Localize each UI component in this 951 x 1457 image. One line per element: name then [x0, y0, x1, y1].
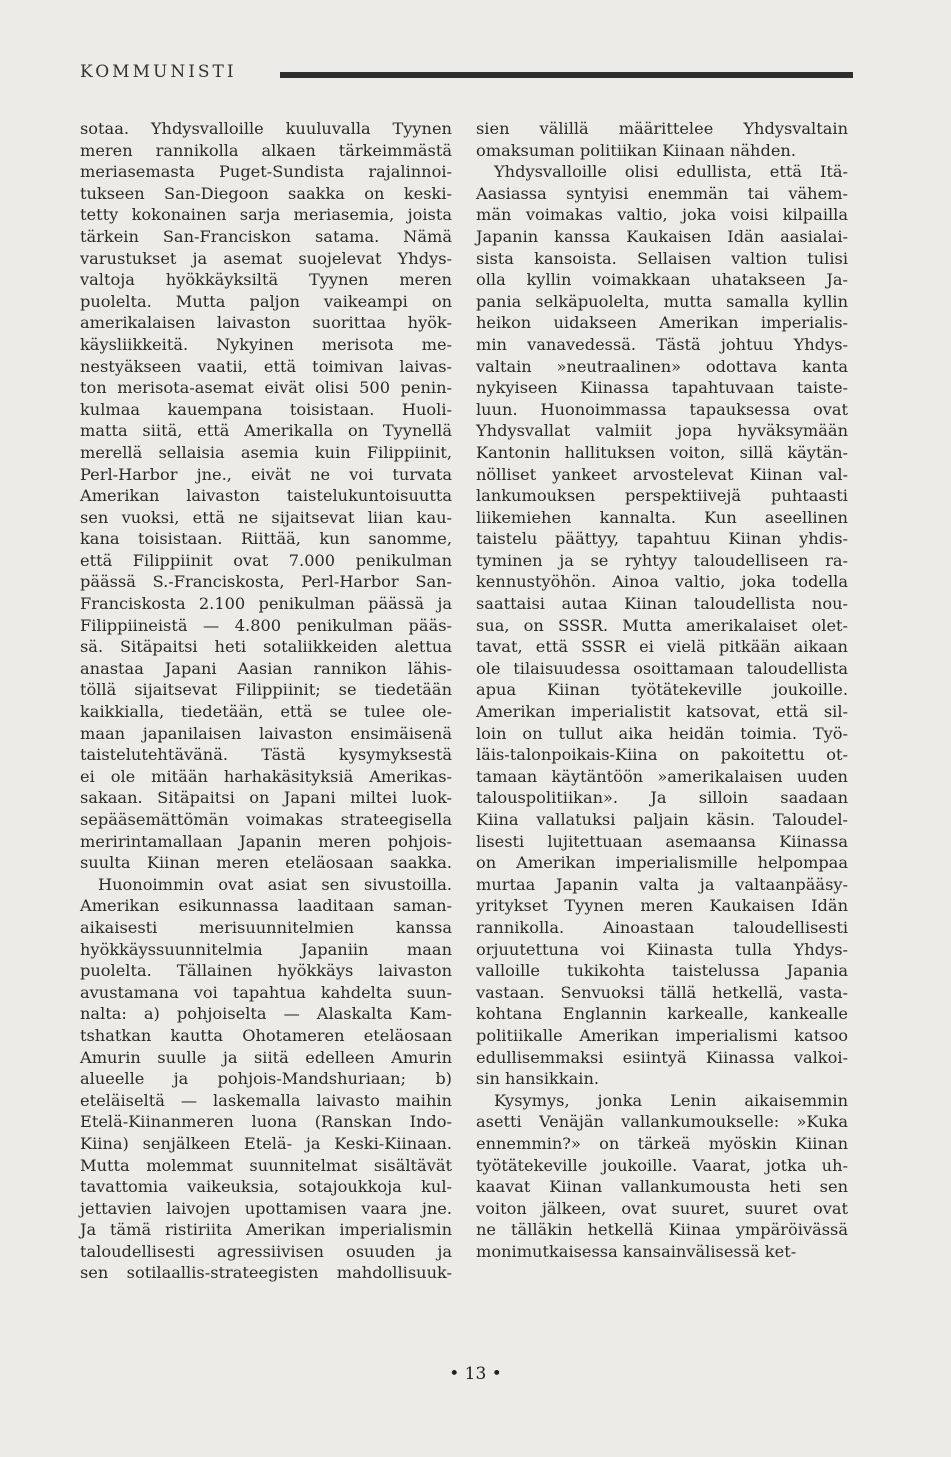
- text-line: Amurin suulle ja siitä edelleen Amurin: [80, 1047, 452, 1067]
- text-line: monimutkaisessa kansainvälisessä ket-: [476, 1241, 797, 1261]
- text-line: ennemmin?» on tärkeä myöskin Kiinan: [476, 1133, 848, 1153]
- text-line: läis-talonpoikais-Kiina on pakoitettu ot-: [476, 745, 848, 765]
- text-line: Franciskosta 2.100 penikulman päässä ja: [80, 594, 452, 614]
- text-line: sepääsemättömän voimakas strateegisella: [80, 810, 452, 829]
- text-line: saattaisi autaa Kiinan taloudellista nou-: [476, 594, 848, 614]
- text-line: Yhdysvallat valmiit jopa hyväksymään: [476, 421, 848, 441]
- text-line: maan japanilaisen laivaston ensimäisenä: [80, 723, 452, 743]
- text-line: politiikalle Amerikan imperialismi katsoo: [476, 1025, 848, 1045]
- publication-title: KOMMUNISTI: [80, 62, 237, 82]
- text-line: luun. Huonoimmassa tapauksessa ovat: [476, 399, 848, 419]
- text-line: valtain »neutraalinen» odottava kanta: [476, 356, 848, 376]
- text-line: taistelutehtävänä. Tästä kysymyksestä: [80, 745, 452, 765]
- text-line: että Filippiinit ovat 7.000 penikulman: [80, 550, 452, 570]
- text-line: Japanin kanssa Kaukaisen Idän aasialai-: [476, 226, 848, 246]
- text-line: sä. Sitäpaitsi heti sotaliikkeiden alettua: [80, 637, 452, 657]
- text-line: nölliset yankeet arvostelevat Kiinan val-: [476, 464, 848, 484]
- text-line: taistelu päättyy, tapahtuu Kiinan yhdis-: [476, 529, 848, 549]
- text-line: loin on tullut aika heidän toimia. Työ-: [476, 723, 848, 743]
- text-line: vastaan. Senvuoksi tällä hetkellä, vasta-: [476, 982, 848, 1002]
- text-line: rannikolla. Ainoastaan taloudellisesti: [476, 917, 848, 937]
- right-text-column: [476, 118, 848, 1262]
- text-line: tärkein San-Franciskon satama. Nämä: [80, 226, 452, 246]
- text-line: olla kyllin voimakkaan uhatakseen Ja-: [476, 270, 848, 290]
- page-number-bullet-left: •: [449, 1364, 465, 1384]
- text-line: sotaa. Yhdysvalloille kuuluvalla Tyynen: [80, 119, 452, 138]
- text-line: ei ole mitään harhakäsityksiä Amerikas-: [80, 766, 452, 786]
- header-rule: [280, 72, 853, 78]
- text-line: sien välillä määrittelee Yhdysvaltain: [476, 119, 848, 138]
- text-line: Yhdysvalloille olisi edullista, että Itä-: [494, 162, 848, 182]
- text-line: kaikkialla, tiedetään, että se tulee ole-: [80, 702, 452, 722]
- page-number-bullet-right: •: [486, 1364, 502, 1384]
- text-line: Ja tämä ristiriita Amerikan imperialismin: [80, 1220, 452, 1240]
- text-line: tavat, että SSSR ei vielä pitkään aikaan: [476, 637, 848, 657]
- text-line: Kiina vallatuksi paljain käsin. Taloudel-: [476, 810, 848, 829]
- text-line: avustamana voi tapahtua kahdelta suun-: [80, 982, 452, 1002]
- text-line: päässä S.-Franciskosta, Perl-Harbor San-: [80, 572, 452, 592]
- text-line: töllä sijaitsevat Filippiinit; se tiedetään: [80, 680, 452, 700]
- text-line: puolelta. Mutta paljon vaikeampi on: [80, 291, 452, 311]
- text-line: sista kansoista. Sellaisen valtion tulisi: [476, 248, 848, 268]
- text-line: meririntamallaan Japanin meren pohjois-: [80, 831, 452, 851]
- text-line: anastaa Japani Aasian rannikon lähis-: [80, 658, 452, 678]
- text-line: amerikalaisen laivaston suorittaa hyök-: [80, 313, 452, 333]
- text-line: murtaa Japanin valta ja valtaanpääsy-: [476, 874, 848, 894]
- text-line: lankumouksen perspektiivejä puhtaasti: [476, 486, 848, 506]
- text-line: lisesti lujitettuaan asemaansa Kiinassa: [476, 831, 848, 851]
- text-line: puolelta. Tällainen hyökkäys laivaston: [80, 961, 452, 981]
- text-line: yritykset Tyynen meren Kaukaisen Idän: [476, 896, 848, 916]
- text-line: aikaisesti merisuunnitelmien kanssa: [80, 917, 452, 937]
- text-line: meriasemasta Puget-Sundista rajalinnoi-: [80, 162, 452, 182]
- text-line: nestyäkseen vaatii, että toimivan laivas-: [80, 356, 452, 376]
- text-line: valloille tukikohta taistelussa Japania: [476, 961, 848, 981]
- text-line: tukseen San-Diegoon saakka on keski-: [80, 183, 452, 203]
- text-line: tavattomia vaikeuksia, sotajoukkoja kul-: [80, 1177, 452, 1197]
- text-line: jettavien laivojen upottamisen vaara jne.: [80, 1198, 452, 1218]
- text-line: kohtana Englannin karkealle, kankealle: [476, 1004, 848, 1024]
- text-line: ne tälläkin hetkellä Kiinaa ympäröivässä: [476, 1220, 848, 1240]
- text-line: apua Kiinan työtätekeville joukoille.: [476, 680, 848, 700]
- text-line: Perl-Harbor jne., eivät ne voi turvata: [80, 464, 452, 484]
- left-text-column: [80, 118, 452, 1284]
- text-line: käysliikkeitä. Nykyinen merisota me-: [80, 334, 452, 354]
- text-line: kulmaa kauempana toisistaan. Huoli-: [80, 399, 452, 419]
- text-line: Amerikan esikunnassa laaditaan saman-: [80, 896, 452, 916]
- text-line: Filippiineistä — 4.800 penikulman pääs-: [80, 615, 452, 635]
- text-line: työtätekeville joukoille. Vaarat, jotka uh-: [476, 1155, 848, 1175]
- text-line: tyminen ja se ryhtyy taloudelliseen ra-: [476, 550, 848, 570]
- text-line: tamaan käytäntöön »amerikalaisen uuden: [476, 766, 848, 786]
- text-line: min vanavedessä. Tästä johtuu Yhdys-: [476, 334, 848, 354]
- text-line: Huonoimmin ovat asiat sen sivustoilla.: [98, 874, 452, 894]
- text-line: edullisemmaksi esiintyä Kiinassa valkoi-: [476, 1047, 848, 1067]
- text-line: nykyiseen Kiinassa tapahtuvaan taiste-: [476, 378, 848, 398]
- text-line: matta siitä, että Amerikalla on Tyynellä: [80, 421, 452, 441]
- text-line: Mutta molemmat suunnitelmat sisältävät: [80, 1155, 452, 1175]
- text-line: hyökkäyssuunnitelmia Japaniin maan: [80, 939, 452, 959]
- text-line: varustukset ja asemat suojelevat Yhdys-: [80, 248, 452, 268]
- text-line: valtoja hyökkäyksiltä Tyynen meren: [80, 270, 452, 290]
- text-line: sen vuoksi, että ne sijaitsevat liian kau-: [80, 507, 452, 527]
- text-line: ton merisota-asemat eivät olisi 500 penin-: [80, 378, 452, 398]
- text-line: Kantonin hallituksen voiton, sillä käytän-: [476, 442, 848, 462]
- text-line: on Amerikan imperialismille helpompaa: [476, 853, 848, 873]
- text-line: tshatkan kautta Ohotameren eteläosaan: [80, 1025, 452, 1045]
- text-line: män voimakas valtio, joka voisi kilpailla: [476, 205, 848, 225]
- text-line: Etelä-Kiinanmeren luona (Ranskan Indo-: [80, 1112, 452, 1132]
- text-line: nalta: a) pohjoiselta — Alaskalta Kam-: [80, 1004, 452, 1024]
- text-line: Kysymys, jonka Lenin aikaisemmin: [494, 1090, 848, 1110]
- page-number-value: 13: [464, 1364, 487, 1384]
- text-line: ole tilaisuudessa osoittamaan taloudellista: [476, 658, 848, 678]
- page-number: [0, 1364, 951, 1384]
- text-line: Aasiassa syntyisi enemmän tai vähem-: [476, 183, 848, 203]
- text-line: kennustyöhön. Ainoa valtio, joka todella: [476, 572, 848, 592]
- text-line: asetti Venäjän vallankumoukselle: »Kuka: [476, 1112, 848, 1132]
- text-line: merellä sellaisia asemia kuin Filippiinit,: [80, 442, 452, 462]
- text-line: alueelle ja pohjois-Mandshuriaan; b): [80, 1069, 452, 1089]
- text-line: sen sotilaallis-strateegisten mahdollisuuk-: [80, 1263, 452, 1283]
- text-line: pania selkäpuolelta, mutta samalla kyllin: [476, 291, 848, 311]
- text-line: Amerikan imperialistit katsovat, että sil-: [476, 702, 848, 722]
- text-line: orjuutettuna voi Kiinasta tulla Yhdys-: [476, 939, 848, 959]
- text-line: kana toisistaan. Riittää, kun sanomme,: [80, 529, 452, 549]
- text-line: sua, on SSSR. Mutta amerikalaiset olet-: [476, 615, 848, 635]
- text-line: eteläiseltä — laskemalla laivasto maihin: [80, 1090, 452, 1110]
- text-line: kaavat Kiinan vallankumousta heti sen: [476, 1177, 848, 1197]
- text-line: liikemiehen kannalta. Kun aseellinen: [476, 507, 848, 527]
- text-line: Kiina) senjälkeen Etelä- ja Keski-Kiinaan.: [80, 1133, 452, 1153]
- text-line: talouspolitiikan». Ja silloin saadaan: [476, 788, 848, 808]
- page-header: [80, 62, 853, 90]
- text-line: sakaan. Sitäpaitsi on Japani miltei luok-: [80, 788, 452, 808]
- text-line: omaksuman politiikan Kiinaan nähden.: [476, 140, 796, 160]
- text-line: heikon uidakseen Amerikan imperialis-: [476, 313, 848, 333]
- text-line: meren rannikolla alkaen tärkeimmästä: [80, 140, 452, 160]
- text-line: voiton jälkeen, ovat suuret, suuret ovat: [476, 1198, 848, 1218]
- text-line: suulta Kiinan meren eteläosaan saakka.: [80, 853, 452, 873]
- text-line: Amerikan laivaston taistelukuntoisuutta: [80, 486, 452, 506]
- text-line: tetty kokonainen sarja meriasemia, joista: [80, 205, 452, 225]
- text-line: sin hansikkain.: [476, 1069, 600, 1089]
- text-line: taloudellisesti agressiivisen osuuden ja: [80, 1241, 452, 1261]
